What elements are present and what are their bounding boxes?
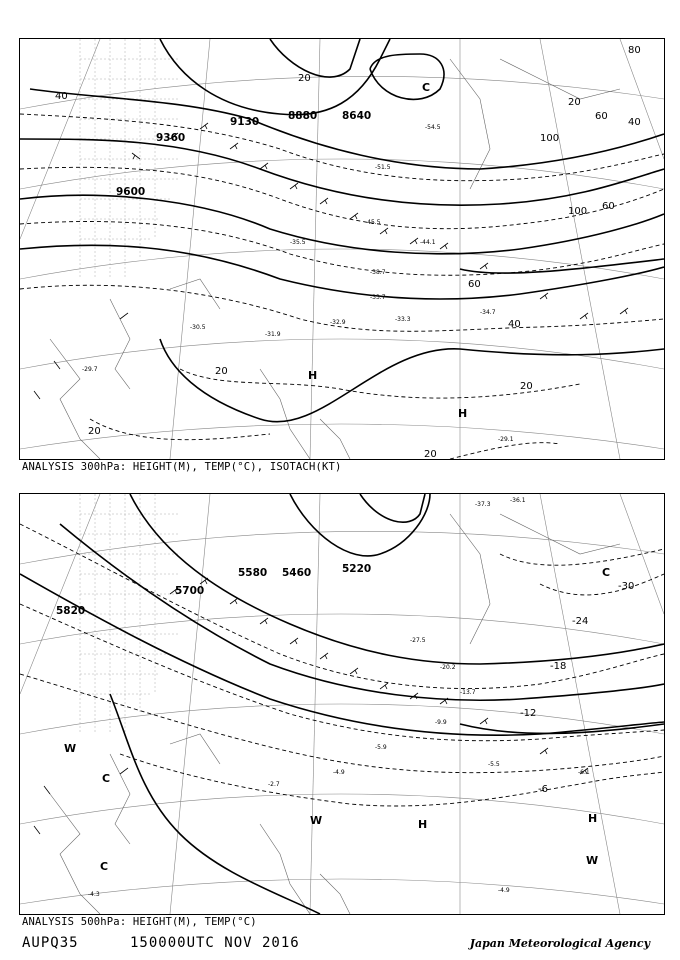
- temp-contour-label: -30: [618, 581, 635, 592]
- height-label-9130: 9130: [230, 116, 260, 128]
- isotach-label: 20: [568, 97, 581, 108]
- isotach-label: 80: [628, 45, 641, 56]
- temp-label: -2.7: [268, 781, 280, 788]
- temp-label: -5.5: [488, 761, 500, 768]
- isotach-label: 40: [508, 319, 521, 330]
- isotach-label: 20: [424, 449, 437, 459]
- height-label-5460: 5460: [282, 567, 312, 579]
- temp-label: -51.5: [375, 164, 391, 171]
- map-300hpa-svg: [20, 39, 664, 459]
- temp-label: -29.1: [498, 436, 514, 443]
- warm-center-w: W: [64, 742, 77, 755]
- wind-barbs: [34, 578, 588, 834]
- temp-label: -33.7: [370, 294, 386, 301]
- isotach-label: 40: [628, 117, 641, 128]
- isotach-label: 100: [568, 206, 588, 217]
- warm-center-w: W: [586, 854, 599, 867]
- temp-label: -6.1: [578, 769, 590, 776]
- map-panel-500hpa: [19, 493, 665, 915]
- top-chart-caption: ANALYSIS 300hPa: HEIGHT(M), TEMP(°C), ISOTACH(KT): [22, 461, 342, 473]
- isotach-label: 60: [468, 279, 481, 290]
- high-center-h: H: [418, 818, 428, 831]
- temp-label: -37.3: [475, 501, 491, 508]
- temp-label: -5.9: [375, 744, 387, 751]
- warm-center-w: W: [310, 814, 323, 827]
- temp-label: -38.7: [370, 269, 386, 276]
- height-label-9600: 9600: [116, 186, 146, 198]
- temp-label: -29.7: [82, 366, 98, 373]
- temp-contour-label: -12: [520, 708, 537, 719]
- temp-label: -45.5: [365, 219, 381, 226]
- temp-label: -35.5: [290, 239, 306, 246]
- dense-data-hatch: [80, 494, 180, 734]
- isotach-label: 40: [55, 91, 68, 102]
- valid-time: 150000UTC NOV 2016: [130, 935, 300, 951]
- height-label-5220: 5220: [342, 563, 372, 575]
- map-panel-300hpa: [19, 38, 665, 460]
- height-label-5700: 5700: [175, 585, 205, 597]
- high-center-h: H: [308, 369, 318, 382]
- temp-label: -20.2: [440, 664, 456, 671]
- cold-center-c: C: [100, 860, 109, 873]
- product-code: AUPQ35: [22, 935, 79, 951]
- high-center-h: H: [458, 407, 468, 420]
- map-500hpa-svg: [20, 494, 664, 914]
- low-center-c: C: [602, 566, 611, 579]
- temp-label: -13.7: [460, 689, 476, 696]
- isotach-label: 60: [602, 201, 615, 212]
- coastlines: [50, 59, 620, 459]
- temp-contour-label: -24: [572, 616, 589, 627]
- temp-label: -4.9: [333, 769, 345, 776]
- temp-label: -30.5: [190, 324, 206, 331]
- isotach-label: 20: [520, 381, 533, 392]
- temp-label: -27.5: [410, 637, 426, 644]
- height-label-5820: 5820: [56, 605, 86, 617]
- dense-data-hatch: [80, 39, 180, 279]
- temp-label: -32.9: [330, 319, 346, 326]
- height-label-9360: 9360: [156, 132, 186, 144]
- isotach-label: 20: [298, 73, 311, 84]
- bottom-chart-caption: ANALYSIS 500hPa: HEIGHT(M), TEMP(°C): [22, 916, 257, 928]
- isotach-label: 60: [595, 111, 608, 122]
- temp-label: -54.5: [425, 124, 441, 131]
- height-label-8880: 8880: [288, 110, 318, 122]
- isotach-label: 100: [540, 133, 560, 144]
- temp-label: -34.7: [480, 309, 496, 316]
- temp-label: -31.9: [265, 331, 281, 338]
- temp-contour-label: -18: [550, 661, 567, 672]
- high-center-h: H: [588, 812, 598, 825]
- cold-center-c: C: [102, 772, 111, 785]
- temp-label: -4.9: [498, 887, 510, 894]
- graticule: [20, 494, 664, 914]
- wind-barbs: [34, 123, 628, 399]
- temp-label: -4.3: [88, 891, 100, 898]
- isotach-label: 20: [88, 426, 101, 437]
- temp-contour-label: -6: [538, 784, 548, 795]
- isotach-label: 20: [215, 366, 228, 377]
- temp-label: -44.1: [420, 239, 436, 246]
- temp-label: -36.1: [510, 497, 526, 504]
- low-center-c: C: [422, 81, 431, 94]
- agency-credit: Japan Meteorological Agency: [469, 937, 650, 950]
- height-label-8640: 8640: [342, 110, 372, 122]
- temp-label: -33.3: [395, 316, 411, 323]
- height-label-5580: 5580: [238, 567, 268, 579]
- temp-label: -9.9: [435, 719, 447, 726]
